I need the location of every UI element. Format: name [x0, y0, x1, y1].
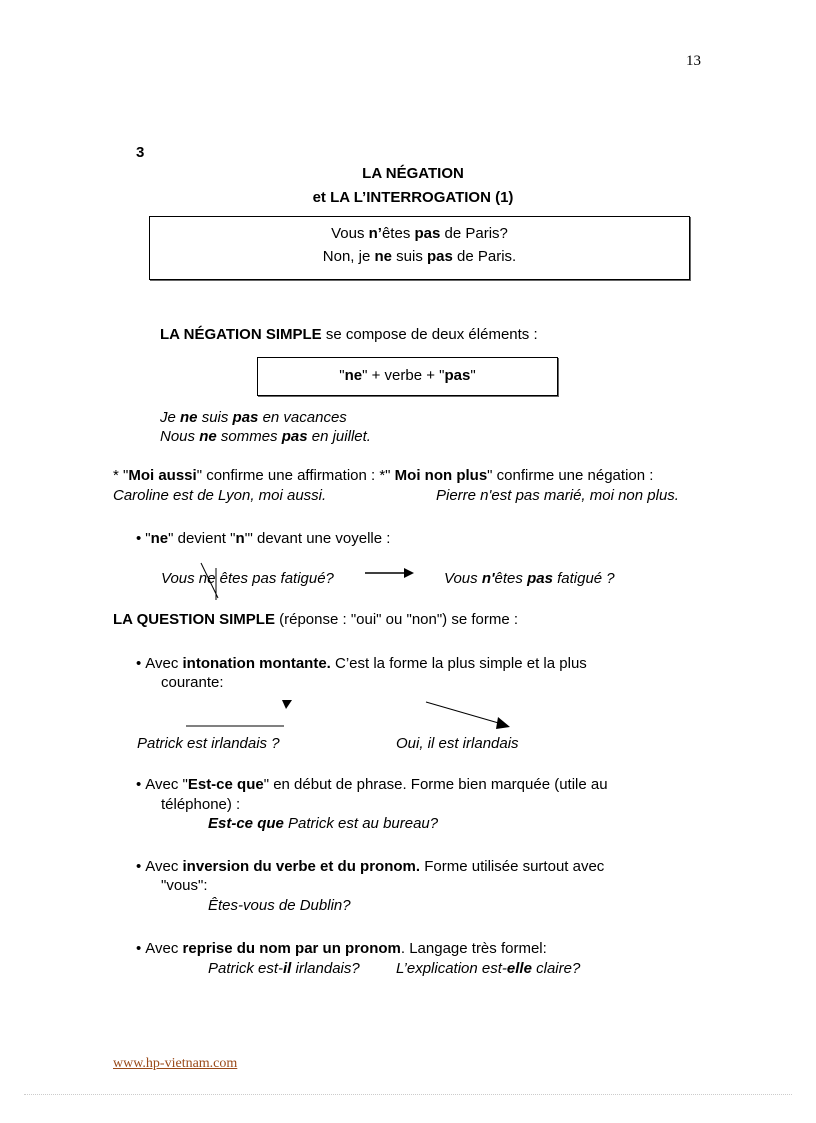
- page-number: 13: [686, 53, 701, 69]
- bullet: •: [136, 530, 142, 547]
- intonation-rule-line-2: courante:: [161, 674, 224, 691]
- bullet: •: [136, 776, 142, 793]
- est-ce-que-rule-line-2: téléphone) :: [161, 796, 241, 813]
- negation-simple-heading: LA NÉGATION SIMPLE se compose de deux éléments :: [160, 326, 538, 343]
- falling-intonation-arrow: [420, 696, 516, 732]
- question-simple-heading: LA QUESTION SIMPLE (réponse : "oui" ou "non") se forme :: [113, 611, 519, 628]
- bullet: •: [136, 655, 142, 672]
- footer-website-link[interactable]: www.hp-vietnam.com: [113, 1056, 238, 1071]
- moi-aussi-example: Caroline est de Lyon, moi aussi.: [113, 487, 327, 504]
- inversion-example: Êtes-vous de Dublin?: [208, 897, 351, 914]
- intonation-question-example: Patrick est irlandais ?: [137, 735, 280, 752]
- negation-example-2: Nous ne sommes pas en juillet.: [160, 428, 371, 445]
- bullet: •: [136, 940, 142, 957]
- moi-non-plus-example: Pierre n'est pas marié, moi non plus.: [436, 487, 679, 504]
- intro-line-1: Vous n’êtes pas de Paris?: [331, 225, 508, 242]
- est-ce-que-example: Est-ce que Patrick est au bureau?: [208, 815, 439, 832]
- bullet: •: [136, 858, 142, 875]
- reprise-example-1: Patrick est-il irlandais?: [208, 960, 360, 977]
- intonation-answer-example: Oui, il est irlandais: [396, 735, 519, 752]
- rising-intonation-icon: [180, 690, 300, 730]
- reprise-example-2: L’explication est-elle claire?: [396, 960, 581, 977]
- elision-wrong-example: Vous ne êtes pas fatigué?: [161, 570, 334, 587]
- strike-through-mark: [196, 560, 226, 602]
- page-bottom-divider: [24, 1094, 792, 1095]
- intonation-rule: • Avec intonation montante. C’est la forme la plus simple et la plus: [136, 655, 587, 672]
- moi-aussi-rule: * "Moi aussi" confirme une affirmation : *" Moi non plus" confirme une négation :: [113, 467, 654, 484]
- arrow-right-icon: [364, 566, 416, 580]
- negation-formula-box: [257, 357, 558, 396]
- inversion-rule: • Avec inversion du verbe et du pronom. Forme utilisée surtout avec: [136, 858, 605, 875]
- negation-formula: "ne" + verbe + "pas": [339, 367, 476, 384]
- elision-correct-example: Vous n'êtes pas fatigué ?: [444, 570, 615, 587]
- intro-example-box: [149, 216, 690, 280]
- title-line-2: et LA L’INTERROGATION (1): [312, 189, 514, 206]
- intro-line-2: Non, je ne suis pas de Paris.: [322, 248, 517, 265]
- est-ce-que-rule: • Avec "Est-ce que" en début de phrase. Forme bien marquée (utile au: [136, 776, 608, 793]
- ne-devient-rule: • "ne" devient "n'" devant une voyelle :: [136, 530, 391, 547]
- negation-example-1: Je ne suis pas en vacances: [160, 409, 347, 426]
- chapter-number: 3: [136, 144, 145, 161]
- reprise-rule: • Avec reprise du nom par un pronom. Langage très formel:: [136, 940, 547, 957]
- title-line-1: LA NÉGATION: [362, 165, 464, 182]
- inversion-rule-line-2: "vous":: [161, 877, 208, 894]
